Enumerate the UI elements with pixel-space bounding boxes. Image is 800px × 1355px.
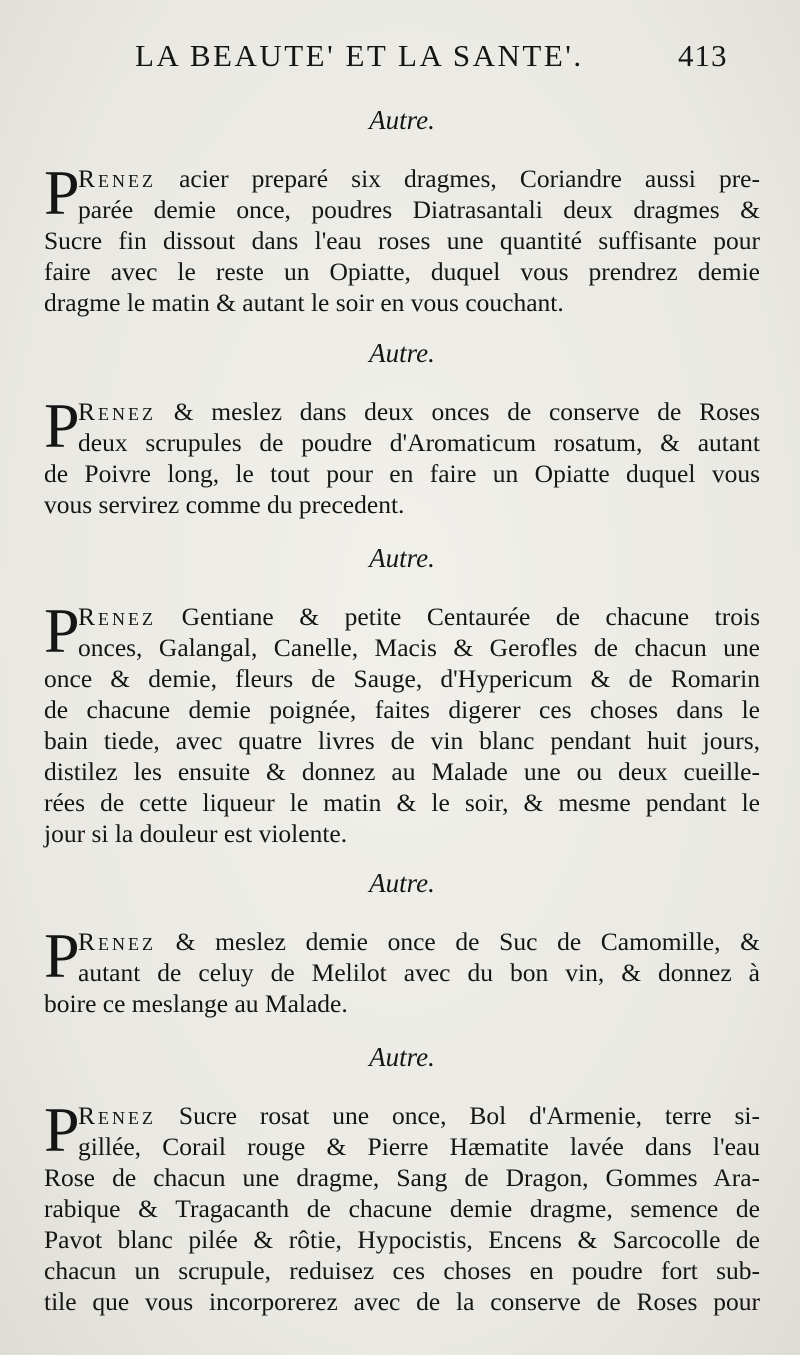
text-line: parée demie once, poudres Diatrasantali deux dragmes & [78,195,760,224]
first-word: Renez [78,927,156,956]
text-line: boire ce meslange au Malade. [44,989,348,1018]
first-word: Renez [78,1101,156,1130]
text-line: distilez les ensuite & donnez au Malade une ou deux cueille- [44,757,760,786]
text-line [44,163,760,194]
line-text: Gentiane & petite Centaurée de chacune trois [181,602,761,631]
running-head [0,38,800,82]
text-line [44,601,760,632]
recipe-paragraph [44,390,760,520]
text-line: rabique & Tragacanth de chacune demie dragme, semence de [44,1194,760,1223]
first-word: Renez [78,164,156,193]
text-line: tile que vous incorporerez avec de la conserve de Roses pour [44,1287,760,1316]
recipe-section-1 [44,103,760,318]
first-word: Renez [78,602,156,631]
recipe-paragraph [44,1094,761,1317]
section-heading: Autre. [369,1042,435,1072]
drop-cap: P [44,157,80,228]
text-line: Pavot blanc pilée & rôtie, Hypocistis, Encens & Sarcocolle de [44,1225,760,1254]
text-line: onces, Galangal, Canelle, Macis & Gerofles de chacun une [78,633,760,662]
recipe-paragraph [44,157,760,318]
recipe-paragraph [44,595,761,849]
line-text: & meslez dans deux onces de conserve de Roses [173,397,760,426]
page-number: 413 [678,38,728,73]
line-text: acier preparé six dragmes, Coriandre aussi pre- [179,164,760,193]
line-text: Sucre rosat une once, Bol d'Armenie, terre si- [178,1101,761,1130]
text-line [44,1100,760,1131]
recipe-section-4 [44,866,760,1019]
text-line: deux scrupules de poudre d'Aromaticum rosatum, & autant [78,428,760,457]
text-line: once & demie, fleurs de Sauge, d'Hypericum & de Romarin [44,664,760,693]
drop-cap: P [44,1094,80,1165]
text-line: vous servirez comme du precedent. [44,490,405,519]
section-heading: Autre. [369,338,435,368]
text-line: gillée, Corail rouge & Pierre Hæmatite lavée dans l'eau [78,1132,760,1161]
first-word: Renez [78,397,156,426]
text-line: rées de cette liqueur le matin & le soir, & mesme pendant le [44,788,760,817]
recipe-section-2 [44,336,760,520]
text-line: dragme le matin & autant le soir en vous couchant. [44,288,564,317]
recipe-paragraph [44,920,760,1019]
drop-cap: P [44,595,80,666]
text-line: Sucre fin dissout dans l'eau roses une quantité suffisante pour [44,226,760,255]
text-line: Rose de chacun une dragme, Sang de Dragon, Gommes Ara- [44,1163,760,1192]
text-line: faire avec le reste un Opiatte, duquel vous prendrez demie [44,257,760,286]
text-line: de Poivre long, le tout pour en faire un Opiatte duquel vous [44,459,760,488]
running-head-title: LA BEAUTE' ET LA SANTE'. [135,38,584,73]
section-heading: Autre. [369,868,435,898]
drop-cap: P [44,920,80,991]
text-line: autant de celuy de Melilot avec du bon vin, & donnez à [78,958,760,987]
section-heading: Autre. [369,105,435,135]
text-line: jour si la douleur est violente. [44,819,348,848]
recipe-section-5 [44,1040,760,1317]
text-line [44,926,760,957]
section-heading: Autre. [369,543,435,573]
text-line: bain tiede, avec quatre livres de vin blanc pendant huit jours, [44,726,760,755]
text-line [44,396,760,427]
drop-cap: P [44,390,80,461]
text-line: de chacune demie poignée, faites digerer ces choses dans le [44,695,760,724]
line-text: & meslez demie once de Suc de Camomille, & [175,927,760,956]
recipe-section-3 [44,541,760,849]
text-line: chacun un scrupule, reduisez ces choses en poudre fort sub- [44,1256,760,1285]
